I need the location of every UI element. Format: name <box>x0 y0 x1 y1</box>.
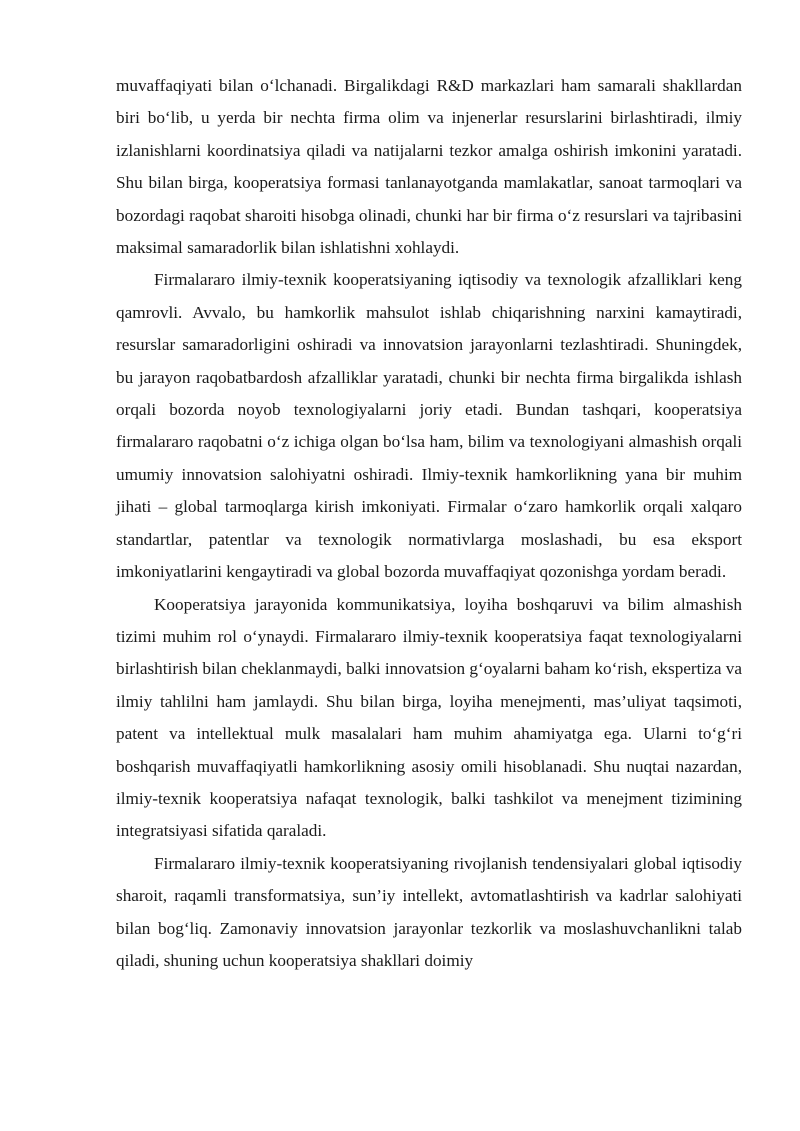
paragraph-communication: Kooperatsiya jarayonida kommunikatsiya, loyiha boshqaruvi va bilim almashish tizimi muhim rol o‘ynaydi. Firmalararo ilmiy-texnik kooperatsiya faqat texnologiyalarni birlashtirish bilan cheklanmaydi, balki innovatsion g‘oyalarni baham ko‘rish, ekspertiza va ilmiy tahlilni ham jamlaydi. Shu bilan birga, loyiha menejmenti, mas’uliyat taqsimoti, patent va intellektual mulk masalalari ham muhim ahamiyatga ega. Ularni to‘g‘ri boshqarish muvaffaqiyatli hamkorlikning asosiy omili hisoblanadi. Shu nuqtai nazardan, ilmiy-texnik kooperatsiya nafaqat texnologik, balki tashkilot va menejment tizimining integratsiyasi sifatida qaraladi. <box>116 594 742 841</box>
paragraph-continuation: muvaffaqiyati bilan o‘lchanadi. Birgalikdagi R&D markazlari ham samarali shakllardan biri bo‘lib, u yerda bir nechta firma olim va injenerlar resurslarini birlashtiradi, ilmiy izlanishlarni koordinatsiya qiladi va natijalarni tezkor amalga oshirish imkonini yaratadi. Shu bilan birga, kooperatsiya formasi tanlanayotganda mamlakatlar, sanoat tarmoqlari va bozordagi raqobat sharoiti hisobga olinadi, chunki har bir firma o‘z resurslari va tajribasini maksimal samaradorlik bilan ishlatishni xohlaydi. <box>116 76 742 258</box>
paragraph-trends: Firmalararo ilmiy-texnik kooperatsiyaning rivojlanish tendensiyalari global iqtisodiy sharoit, raqamli transformatsiya, sun’iy intellekt, avtomatlashtirish va kadrlar salohiyati bilan bog‘liq. Zamonaviy innovatsion jarayonlar tezkorlik va moslashuvchanlikni talab qiladi, shuning uchun kooperatsiya shakllari doimiy <box>116 853 742 970</box>
paragraph-advantages: Firmalararo ilmiy-texnik kooperatsiyaning iqtisodiy va texnologik afzalliklari keng qamrovli. Avvalo, bu hamkorlik mahsulot ishlab chiqarishning narxini kamaytiradi, resurslar samaradorligini oshiradi va innovatsion jarayonlarni tezlashtiradi. Shuningdek, bu jarayon raqobatbardosh afzalliklar yaratadi, chunki bir nechta firma birgalikda ishlash orqali bozorda noyob texnologiyalarni joriy etadi. Bundan tashqari, kooperatsiya firmalararo raqobatni o‘z ichiga olgan bo‘lsa ham, bilim va texnologiyani almashish orqali umumiy innovatsion salohiyatni oshiradi. Ilmiy-texnik hamkorlikning yana bir muhim jihati – global tarmoqlarga kirish imkoniyati. Firmalar o‘zaro hamkorlik orqali xalqaro standartlar, patentlar va texnologik normativlarga moslashadi, bu esa eksport imkoniyatlarini kengaytiradi va global bozorda muvaffaqiyat qozonishga yordam beradi. <box>116 270 742 582</box>
document-body <box>116 70 742 977</box>
